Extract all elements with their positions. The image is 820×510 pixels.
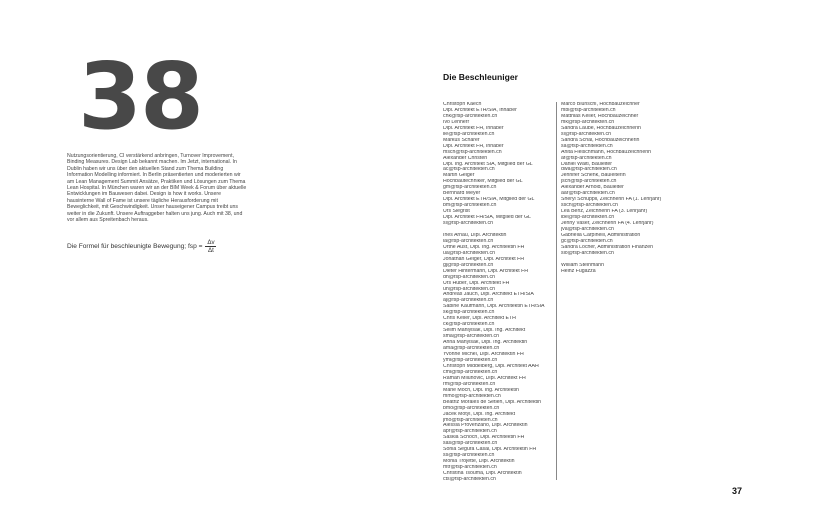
staff-line: sas@fsp-architekten.ch [443, 441, 498, 447]
staff-column-1 [443, 102, 551, 483]
staff-line: Ines Arnau, Dipl. Architektin [443, 232, 507, 238]
staff-line: jsch@fsp-architekten.ch [561, 179, 617, 185]
staff-line: jmo@fsp-architekten.ch [443, 417, 498, 423]
staff-line: Urs Huber, Dipl. Architekt FH [443, 280, 510, 286]
staff-line: ck@fsp-architekten.ch [443, 322, 495, 328]
staff-line: lbe@fsp-architekten.ch [561, 215, 615, 221]
staff-line: uh@fsp-architekten.ch [443, 286, 495, 292]
staff-line: cmi@fsp-architekten.ch [443, 369, 498, 375]
staff-line: msch@fsp-architekten.ch [443, 149, 502, 155]
staff-line: Saskia Schoch, Dipl. Architektin FH [443, 435, 525, 441]
intro-paragraph: Nutzungsorientierung, CI verstärkend anbringen, Turnover Improvement, Binding Measures. Design Lab bekannt machen. Im Jetzt, international. In Dublin haben wir uns über den aktuellen Stand zum Thema Building Information Modelling informiert. In Berlin präsentierten und moderierten wir am Lean Management Summit Ansätze, Praktiken und Lösungen zum Thema Lean Hospital. In München waren wir an der BIM Week & Forum über aktuelle Entwicklungen im Bauwesen dabei. Design is how it works. Unsere hausinterne Wall of Fame ist unsere tägliche Herausforderung mit Beweglichkeit, mit Geschwindigkeit. Unser hauseigener Campus treibt uns weiter in die Zukunft. Unsere Auftraggeber halten uns jung. Auch mit 38, und vor allem aus Spreitenbach heraus. [67, 153, 247, 224]
staff-line: Christoph Kaech [443, 102, 482, 107]
staff-line: sl@fsp-architekten.ch [561, 131, 611, 137]
staff-line: Raman Milunovic, Dipl. Architekt FH [443, 375, 526, 381]
staff-line: ac@fsp-architekten.ch [443, 167, 495, 173]
staff-line: dh@fsp-architekten.ch [443, 274, 495, 280]
staff-line: mtr@fsp-architekten.ch [443, 465, 497, 471]
staff-line: Markus Schärer [443, 137, 480, 143]
staff-line: Anita Fleischmann, Hochbauzeichnerin [561, 149, 651, 155]
staff-line: Lea Benz, Zeichnerin FA (3. Lehrjahr) [561, 209, 648, 215]
staff-line: Dipl. Architekt FH, Inhaber [443, 143, 504, 149]
staff-line: Monia Trojette, Dipl. Architektin [443, 459, 515, 465]
staff-line: Dipl. Architekt FH, Inhaber [443, 125, 504, 131]
staff-line: Sandra Locher, Administration Finanzen [561, 244, 653, 250]
staff-line: Alessia Provenzano, Dipl. Architektin [443, 423, 528, 429]
staff-line: Jacek Motyl, Dipl. Ing. Architekt [443, 411, 516, 417]
staff-line: Dipl. Architekt ETH/SIA, Mitglied der GL [443, 197, 535, 203]
staff-line: gj@fsp-architekten.ch [443, 262, 494, 268]
staff-line: mk@fsp-architekten.ch [561, 119, 615, 125]
staff-line: ssch@fsp-architekten.ch [561, 203, 618, 209]
staff-line: mbl@fsp-architekten.ch [561, 107, 616, 113]
staff-line: Matthias Keller, Hochbauzeichner [561, 113, 639, 119]
staff-line: cts@fsp-architekten.ch [443, 477, 496, 483]
staff-line: Bernhard Meyer [443, 191, 481, 197]
column-divider [556, 102, 557, 480]
staff-line: William Steinmann [561, 262, 604, 268]
staff-line: Jonathan Geiger, Dipl. Architekt FH [443, 256, 525, 262]
staff-line: Dieter Hintermann, Dipl. Architekt FH [443, 268, 529, 274]
staff-line: ile@fsp-architekten.ch [443, 131, 495, 137]
staff-line: gc@fsp-architekten.ch [561, 238, 613, 244]
staff-line: ia@fsp-architekten.ch [443, 238, 494, 244]
staff-line: Alexander Arnold, Bauleiter [561, 185, 624, 191]
staff-line: Sonia Segura Casal, Dipl. Architektin FH [443, 447, 537, 453]
staff-line: gm@fsp-architekten.ch [443, 185, 497, 191]
staff-line: dwa@fsp-architekten.ch [561, 167, 617, 173]
staff-line: apr@fsp-architekten.ch [443, 429, 497, 435]
staff-line: si@fsp-architekten.ch [443, 221, 493, 227]
staff-line: ama@fsp-architekten.ch [443, 346, 500, 352]
staff-line: rm@fsp-architekten.ch [443, 381, 496, 387]
staff-line: ua@fsp-architekten.ch [443, 250, 495, 256]
staff-line: Marie Moch, Dipl. Ing. Architektin [443, 387, 519, 393]
staff-line: Alexander Christen [443, 155, 488, 161]
staff-line: Sheryl Schuppli, Zeichnerin FA (1. Lehrjahr) [561, 197, 662, 203]
staff-line: Dipl. Architekt FH/SIA, Mitglied der GL [443, 215, 531, 221]
staff-line: aj@fsp-architekten.ch [443, 298, 494, 304]
staff-line: Ivo Lenherr [443, 119, 470, 125]
staff-line: Urthe Aust, Dipl. Ing. Architektin FH [443, 244, 525, 250]
staff-line: Beatriz Morales de Setién, Dipl. Architektin [443, 399, 542, 405]
staff-line: sa@fsp-architekten.ch [561, 143, 613, 149]
staff-line: jva@fsp-architekten.ch [561, 227, 614, 233]
staff-line: Hochbautechniker, Mitglied der GL [443, 179, 523, 185]
staff-line: bm@fsp-architekten.ch [443, 203, 497, 209]
staff-line: Andreas Jauch, Dipl. Architekt ETH/SIA [443, 292, 534, 298]
formula-label: Die Formel für beschleunigte Bewegung; fsp = [67, 242, 203, 250]
staff-line: Sandra Schai, Hochbauzeichnerin [561, 137, 640, 143]
staff-column-2 [561, 102, 673, 275]
staff-line: Dipl. Architekt ETH/SIA, Inhaber [443, 107, 517, 113]
formula-fraction [205, 239, 216, 254]
staff-line: Jennifer Schenk, Bauleiterin [561, 173, 626, 179]
formula-numerator: Δv [207, 238, 215, 246]
staff-line: Urs Siegrist [443, 209, 470, 215]
staff-line: Jenny Vaser, Zeichnerin FA (4. Lehrjahr) [561, 221, 654, 227]
staff-line: bmo@fsp-architekten.ch [443, 405, 500, 411]
staff-line: Marco Blunschi, Hochbauzeichner [561, 102, 640, 107]
staff-line: mmo@fsp-architekten.ch [443, 393, 501, 399]
staff-line: slo@fsp-architekten.ch [561, 250, 614, 256]
staff-line: af@fsp-architekten.ch [561, 155, 612, 161]
staff-line: Christoph Middelberg, Dipl. Architekt AAH [443, 363, 539, 369]
staff-line: Chris Keller, Dipl. Architekt ETH [443, 316, 516, 322]
staff-line: Yvonne Michel, Dipl. Architektin FH [443, 352, 524, 358]
staff-line: sma@fsp-architekten.ch [443, 334, 500, 340]
staff-line: Sandra Laube, Hochbauzeichnerin [561, 125, 641, 131]
chapter-number: 38 [78, 43, 203, 150]
staff-line: Anna Manyisak, Dipl. Ing. Architektin [443, 340, 528, 346]
staff-line: Martin Geiger [443, 173, 475, 179]
staff-line: Gabriella Carpinelli, Administration [561, 232, 641, 238]
staff-line: sk@fsp-architekten.ch [443, 310, 495, 316]
staff-line: Heinz Fugazza [561, 268, 596, 274]
page-number: 37 [731, 486, 742, 496]
staff-line: Christina Tsouma, Dipl. Architektin [443, 471, 522, 477]
staff-line: Daniel Wälti, Bauleiter [561, 161, 613, 167]
staff-line: Sabine Kaufmann, Dipl. Architektin ETH/SIA [443, 304, 545, 310]
staff-line: chk@fsp-architekten.ch [443, 113, 498, 119]
staff-line: aar@fsp-architekten.ch [561, 191, 615, 197]
staff-line: ymi@fsp-architekten.ch [443, 357, 498, 363]
section-title: Die Beschleuniger [443, 72, 518, 82]
formula-line [67, 236, 252, 256]
staff-line: Dipl. Ing. Architekt SIA, Mitglied der GL [443, 161, 533, 167]
formula-denominator: Δt [208, 246, 214, 254]
staff-line: Selim Maniyisak, Dipl. Ing. Architekt [443, 328, 526, 334]
staff-line: ss@fsp-architekten.ch [443, 453, 495, 459]
